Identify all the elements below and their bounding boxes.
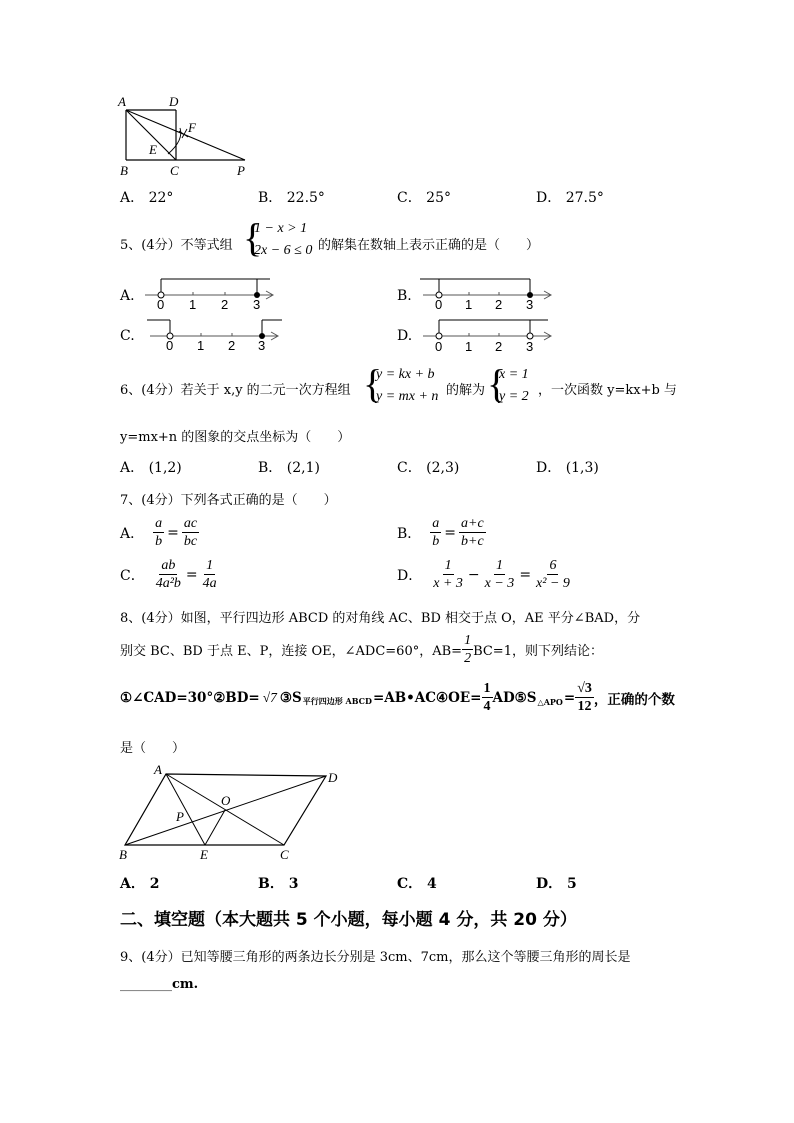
svg-text:2: 2 — [221, 297, 229, 312]
svg-text:1: 1 — [197, 338, 205, 353]
svg-text:3: 3 — [258, 338, 266, 353]
svg-text:3: 3 — [253, 297, 261, 312]
label-B: B — [119, 847, 127, 862]
number-line-c — [145, 313, 285, 353]
answer-blank[interactable]: ________ — [120, 977, 172, 992]
section-heading: 二、填空题（本大题共 5 个小题，每小题 4 分，共 20 分） — [120, 910, 577, 930]
q7-option-a: A． $\frac{a}{b}$ = $\frac{ac}{bc}$ — [120, 516, 198, 549]
parallelogram-figure — [115, 760, 350, 865]
svg-text:0: 0 — [166, 338, 174, 353]
svg-text:1: 1 — [465, 339, 473, 354]
label-C: C — [170, 163, 179, 178]
label-D: D — [169, 94, 179, 109]
label-P: P — [176, 809, 184, 824]
label-A: A — [154, 762, 162, 777]
label-A: A — [118, 94, 126, 109]
label-C: C — [280, 847, 289, 862]
svg-text:3: 3 — [526, 297, 534, 312]
svg-text:2: 2 — [495, 297, 503, 312]
svg-text:0: 0 — [435, 297, 443, 312]
q7-option-c: C． $\frac{ab}{\text{4a²b}}$ = $\frac{1}{4a}$ — [120, 558, 217, 591]
svg-text:0: 0 — [435, 339, 443, 354]
label-P: P — [237, 163, 245, 178]
label-D: D — [328, 770, 338, 785]
q7-option-b: B． $\frac{a}{b}$ = $\frac{a+c}{b+c}$ — [397, 516, 484, 549]
svg-text:0: 0 — [157, 297, 165, 312]
q8-conclusions: ①∠CAD=30°②BD= √7 ③S 平行四边形 ABCD =AB•AC④OE= $\frac{1}{4}$ AD⑤S △APO = $\frac{√3}{12}$ ，正确的个数 — [120, 681, 675, 714]
svg-text:2: 2 — [495, 339, 503, 354]
number-line-b — [418, 272, 558, 312]
svg-text:1: 1 — [189, 297, 197, 312]
number-line-d — [418, 313, 558, 355]
label-F: F — [188, 120, 196, 135]
svg-text:2: 2 — [228, 338, 236, 353]
svg-text:1: 1 — [465, 297, 473, 312]
label-E: E — [200, 847, 208, 862]
label-E: E — [149, 142, 157, 157]
q7-option-d: D． $\frac{1}{x + 3}$ − $\frac{1}{x - 3}$ = $\frac{6}{\text{x² − 9}}$ — [397, 558, 570, 591]
square-figure — [115, 92, 260, 180]
svg-text:3: 3 — [526, 339, 534, 354]
number-line-a — [140, 272, 280, 312]
label-B: B — [120, 163, 128, 178]
label-O: O — [221, 793, 231, 808]
